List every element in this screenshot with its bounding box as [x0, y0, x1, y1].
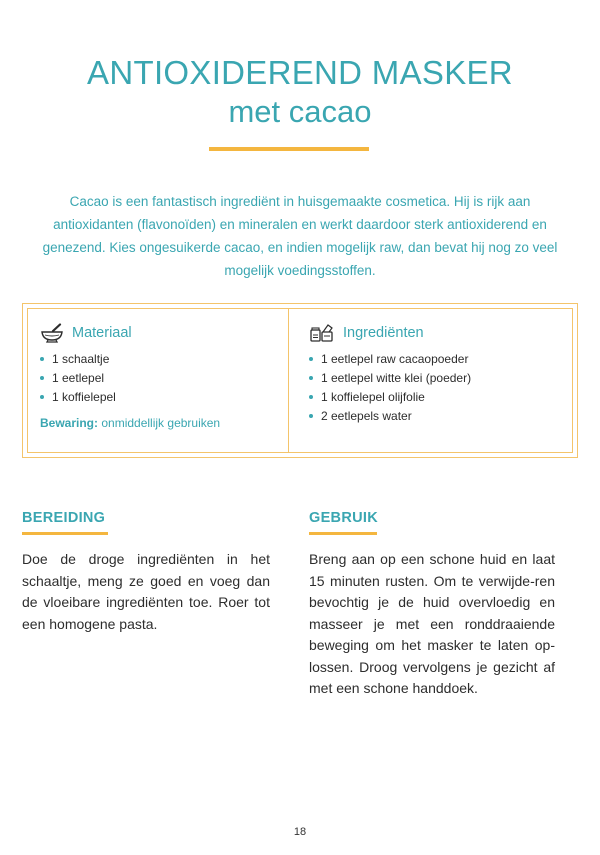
list-item: 1 koffielepel olijfolie	[309, 388, 471, 407]
title-underline	[209, 147, 369, 151]
bereiding-text: Doe de droge ingrediënten in het schaaltje, meng ze goed en voeg dan de vloeibare ingrediënten toe. Roer tot een homogene pasta.	[22, 551, 270, 632]
ingredienten-header	[309, 323, 424, 343]
mortar-bowl-icon	[40, 323, 64, 343]
materiaal-heading: Materiaal	[72, 325, 132, 341]
list-item: 2 eetlepels water	[309, 407, 471, 426]
page-subtitle: met cacao	[228, 94, 372, 129]
gebruik-heading: GEBRUIK	[309, 510, 378, 526]
gebruik-text: Breng aan op een schone huid en laat 15 minuten rusten. Om te verwijde-ren bevochtig je de huid overvloedig en masseer je met een ronddraaiende beweging om het masker te laten op-lossen. Droog vervolgens je gezicht af met een schone handdoek.	[309, 551, 555, 696]
list-item: 1 schaaltje	[40, 350, 116, 369]
bereiding-underline	[22, 532, 108, 535]
list-item: 1 koffielepel	[40, 388, 116, 407]
materiaal-header	[40, 323, 132, 343]
info-box-divider	[288, 308, 289, 453]
bewaring-note	[40, 416, 220, 430]
page-number: 18	[293, 826, 307, 838]
materiaal-list	[40, 350, 116, 407]
list-item: 1 eetlepel raw cacaopoeder	[309, 350, 471, 369]
page-title: ANTIOXIDEREND MASKER	[87, 54, 513, 91]
bereiding-heading: BEREIDING	[22, 510, 106, 526]
bewaring-value: onmiddellijk gebruiken	[101, 416, 221, 430]
gebruik-underline	[309, 532, 377, 535]
list-item: 1 eetlepel witte klei (poeder)	[309, 369, 471, 388]
ingredienten-list	[309, 350, 471, 426]
list-item: 1 eetlepel	[40, 369, 116, 388]
ingredienten-heading: Ingrediënten	[343, 325, 424, 341]
bewaring-label: Bewaring:	[40, 416, 99, 430]
ingredients-jars-icon	[309, 323, 335, 343]
intro-paragraph: Cacao is een fantastisch ingrediënt in huisgemaakte cosmetica. Hij is rijk aan antioxidanten (flavonoïden) en mineralen en werkt daardoor sterk antioxiderend en genezend. Kies ongesuikerde cacao, en indien mogelijk raw, dan bevat hij nog zo veel mogelijk voedingsstoffen.	[42, 194, 558, 278]
